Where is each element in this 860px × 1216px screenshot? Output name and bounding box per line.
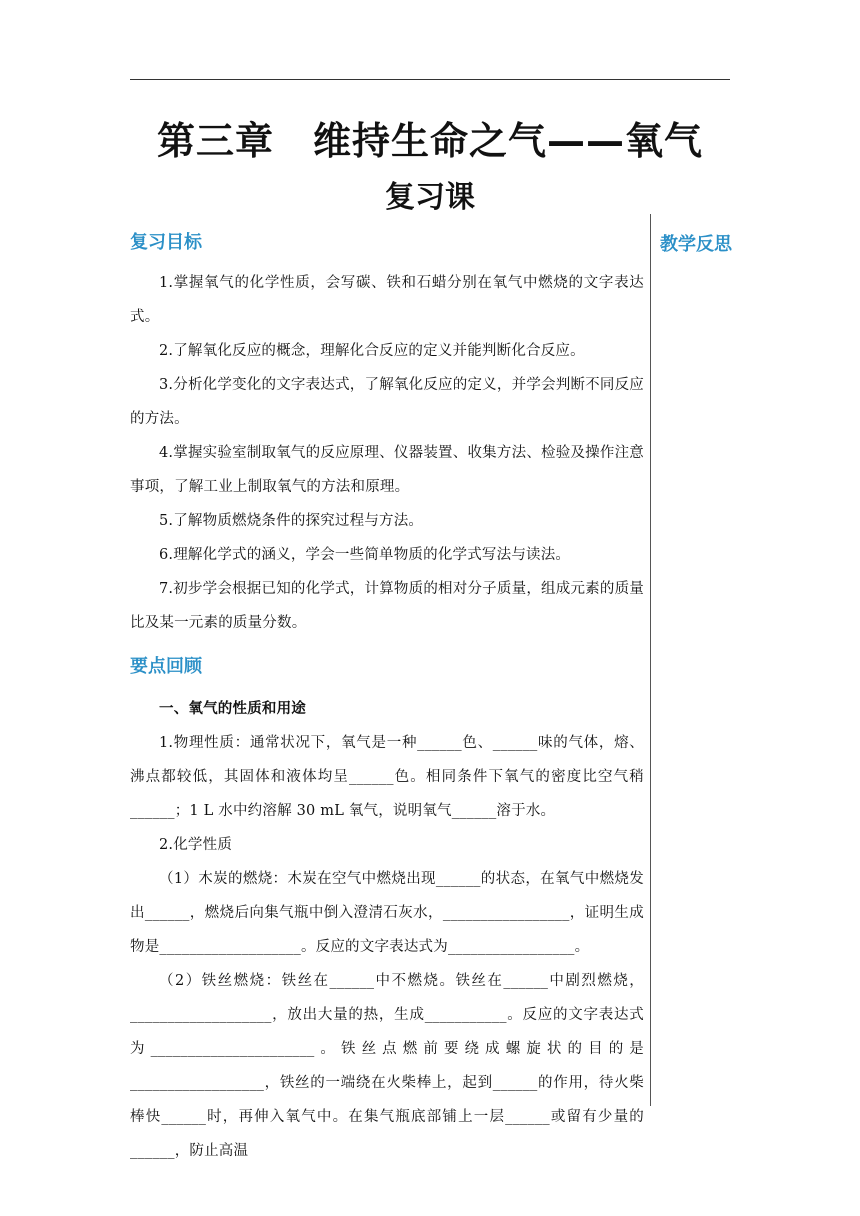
top-rule bbox=[130, 79, 730, 80]
goal-item: 4.掌握实验室制取氧气的反应原理、仪器装置、收集方法、检验及操作注意事项，了解工业上制取氧气的方法和原理。 bbox=[130, 445, 644, 495]
page-subtitle: 复习课 bbox=[385, 180, 475, 215]
reflection-heading: 教学反思 bbox=[660, 234, 732, 255]
goal-item: 2.了解氧化反应的概念，理解化合反应的定义并能判断化合反应。 bbox=[159, 343, 585, 359]
review-paragraph: （1）木炭的燃烧：木炭在空气中燃烧出现______的状态，在氧气中燃烧发出______，燃烧后向集气瓶中倒入澄清石灰水，_________________，证明生成物是___________________。反应的文字表达式为_________________。 bbox=[130, 871, 644, 955]
page-title: 第三章 维持生命之气——氧气 bbox=[156, 119, 703, 163]
goal-item: 7.初步学会根据已知的化学式，计算物质的相对分子质量，组成元素的质量比及某一元素的质量分数。 bbox=[130, 581, 644, 631]
main-content bbox=[130, 228, 644, 1168]
goal-item: 1.掌握氧气的化学性质，会写碳、铁和石蜡分别在氧气中燃烧的文字表达式。 bbox=[130, 275, 644, 325]
review-paragraph: 2.化学性质 bbox=[159, 837, 233, 853]
review-paragraph: 1.物理性质：通常状况下，氧气是一种______色、______味的气体，熔、沸点都较低，其固体和液体均呈______色。相同条件下氧气的密度比空气稍______；1 L 水中约溶解 30 mL 氧气，说明氧气______溶于水。 bbox=[130, 735, 644, 819]
review-paragraph: （2）铁丝燃烧：铁丝在______中不燃烧。铁丝在______中剧烈燃烧，___________________，放出大量的热，生成___________。反应的文字表达式为______________________。铁丝点燃前要绕成螺旋状的目的是__________________，铁丝的一端绕在火柴棒上，起到______的作用，待火柴棒快______时，再伸入氧气中。在集气瓶底部铺上一层______或留有少量的______，防止高温 bbox=[130, 973, 644, 1159]
review-heading: 要点回顾 bbox=[130, 656, 202, 677]
goal-item: 5.了解物质燃烧条件的探究过程与方法。 bbox=[159, 513, 424, 529]
goals-heading: 复习目标 bbox=[130, 232, 202, 253]
goal-item: 6.理解化学式的涵义，学会一些简单物质的化学式写法与读法。 bbox=[159, 547, 571, 563]
goal-item: 3.分析化学变化的文字表达式，了解氧化反应的定义，并学会判断不同反应的方法。 bbox=[130, 377, 644, 427]
review-subheading: 一、氧气的性质和用途 bbox=[159, 701, 306, 717]
column-divider bbox=[650, 214, 651, 1106]
